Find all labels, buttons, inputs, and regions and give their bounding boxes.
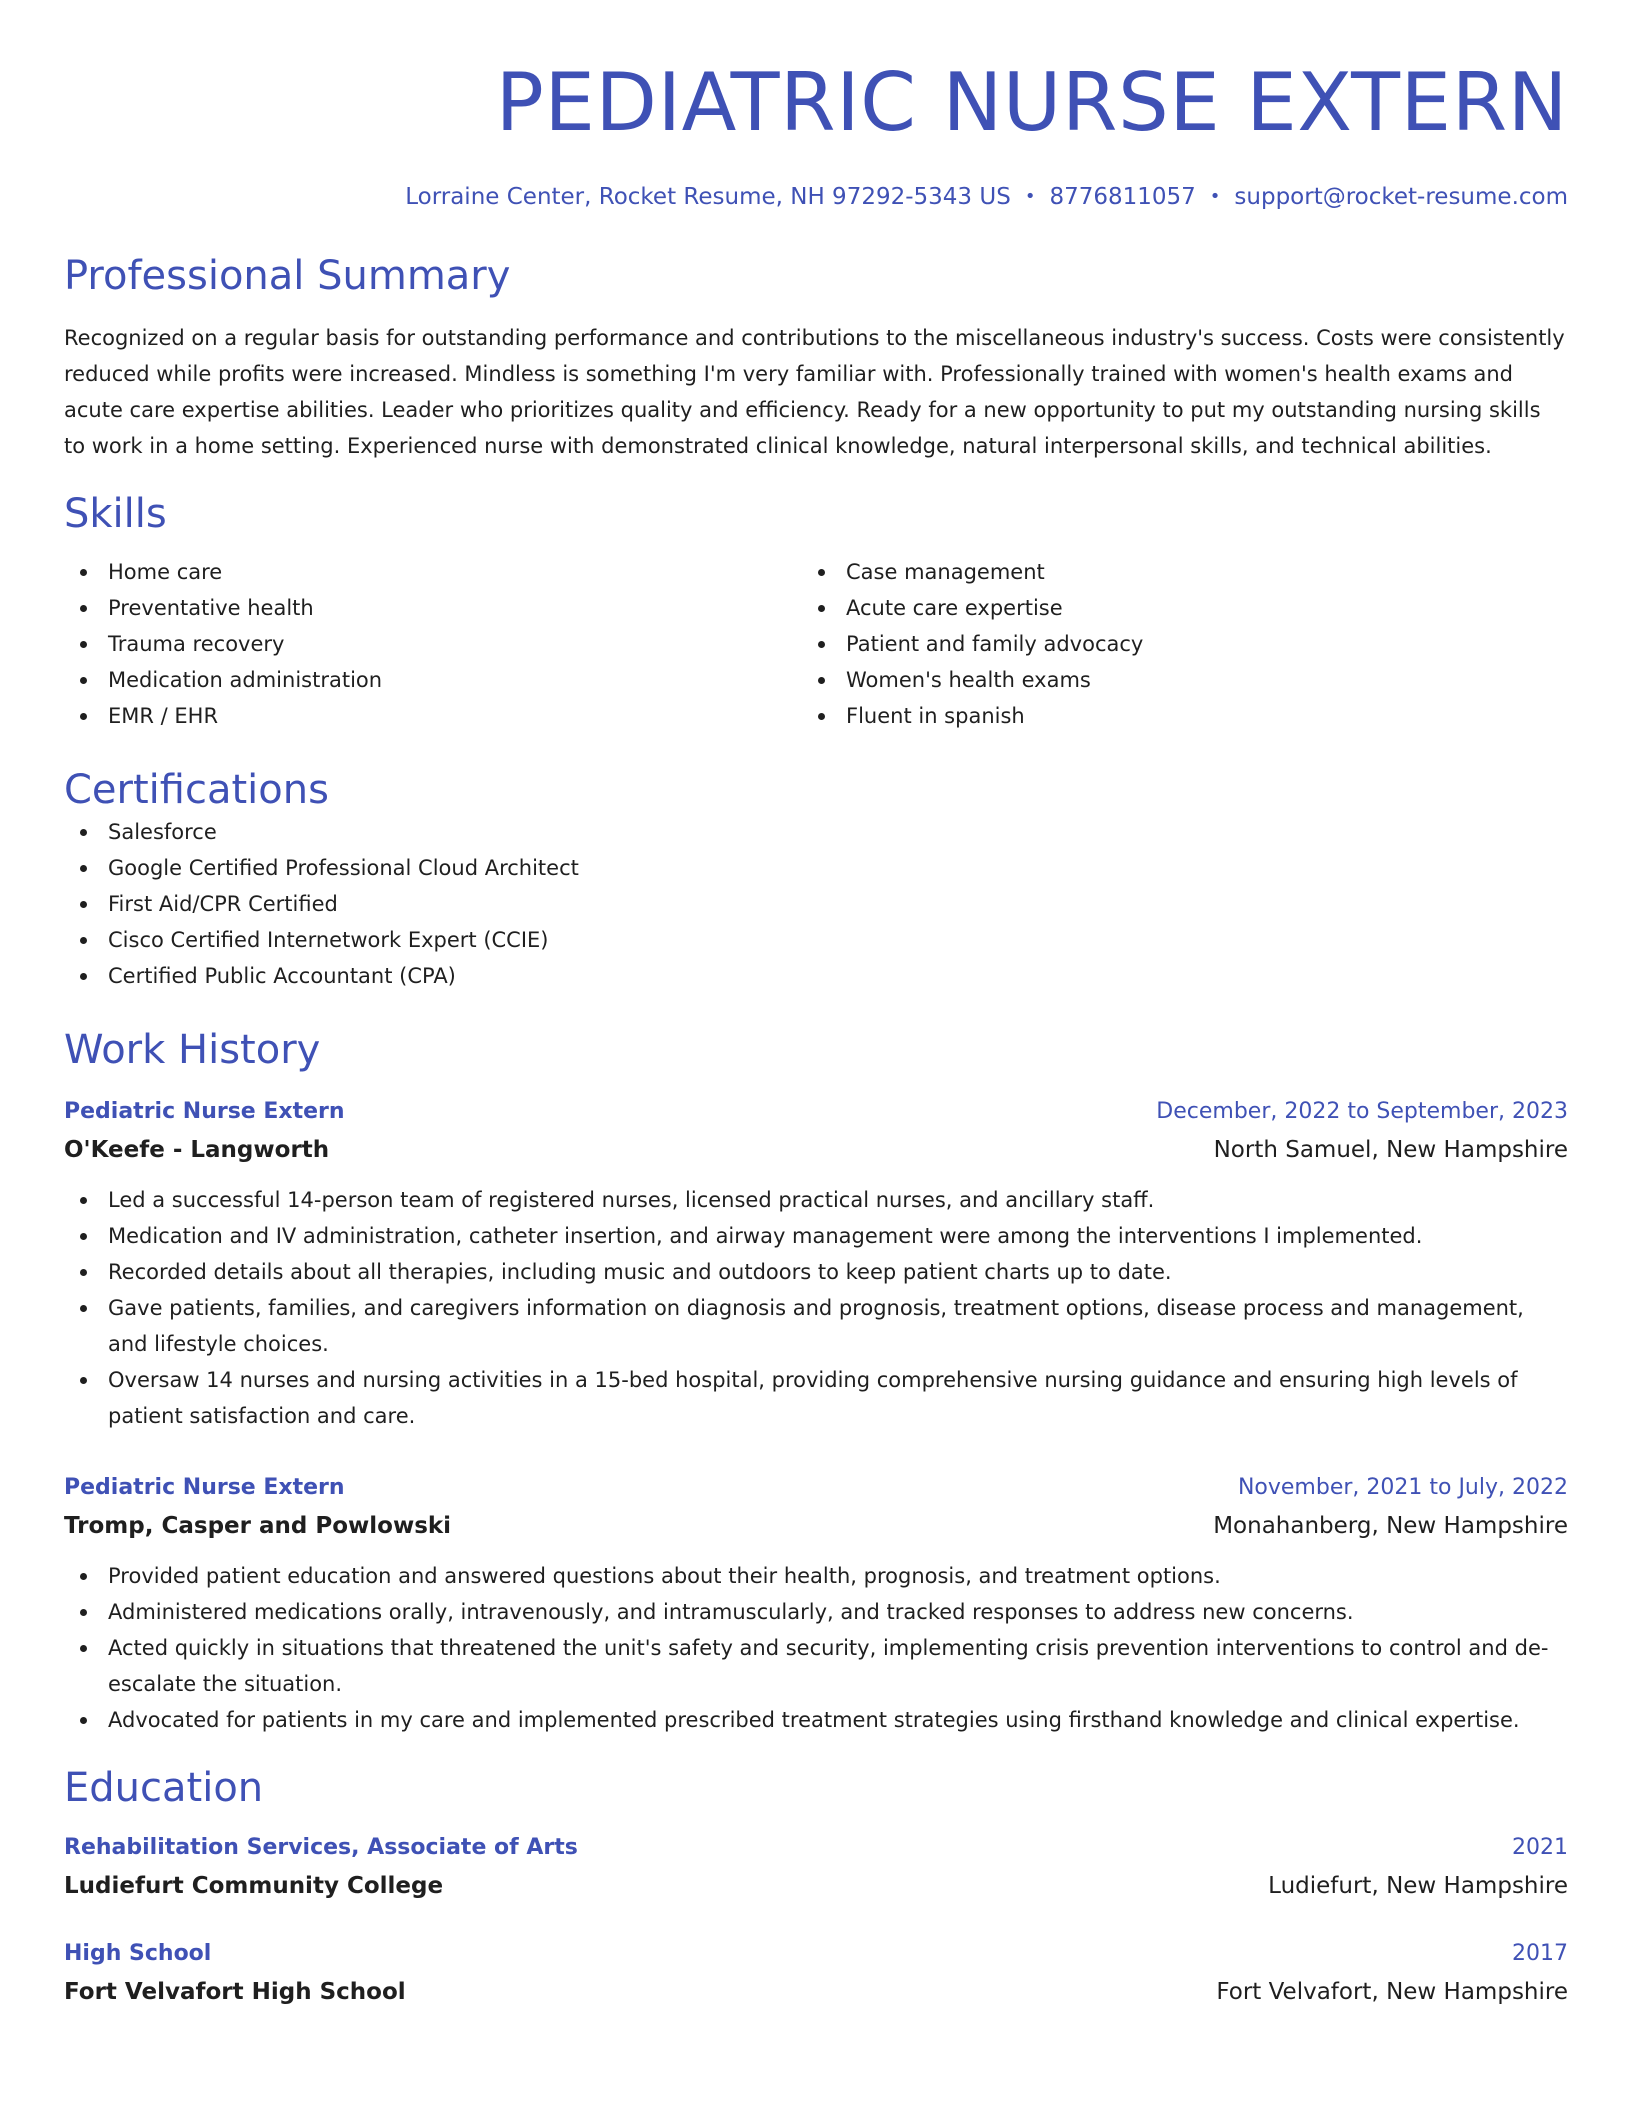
skills-list-left (64, 554, 802, 734)
work-history-heading: Work History (64, 1027, 321, 1073)
certification-item: Certified Public Accountant (CPA) (64, 958, 1568, 994)
skill-item: Case management (802, 554, 1540, 590)
job-title: Pediatric Nurse Extern (64, 1099, 345, 1124)
job-company-row (64, 1506, 1568, 1546)
skill-item: Acute care expertise (802, 590, 1540, 626)
school-name: Ludiefurt Community College (64, 1873, 444, 1899)
education-degree-row (64, 1830, 1568, 1866)
degree-title: High School (64, 1941, 212, 1966)
job-bullet: Medication and IV administration, catheter insertion, and airway management were among the interventions I implemented. (64, 1218, 1568, 1254)
skill-item: Medication administration (64, 662, 802, 698)
certification-item: First Aid/CPR Certified (64, 886, 1568, 922)
skill-item: Preventative health (64, 590, 802, 626)
company-name: Tromp, Casper and Powlowski (64, 1513, 452, 1539)
certifications-heading: Certifications (64, 767, 329, 813)
skill-item: Patient and family advocacy (802, 626, 1540, 662)
job-bullet: Oversaw 14 nurses and nursing activities in a 15-bed hospital, providing comprehensive nursing guidance and ensuring high levels of patient satisfaction and care. (64, 1362, 1568, 1434)
certification-item: Google Certified Professional Cloud Architect (64, 850, 1568, 886)
job-bullet: Advocated for patients in my care and implemented prescribed treatment strategies using firsthand knowledge and clinical expertise. (64, 1702, 1568, 1738)
skills-grid (64, 554, 1568, 734)
separator-dot: • (1209, 186, 1221, 207)
address-text: Lorraine Center, Rocket Resume, NH 97292-5343 US (405, 184, 1011, 210)
skill-item: Home care (64, 554, 802, 590)
skills-column-right (802, 554, 1540, 734)
education-entry (64, 1830, 1568, 1906)
school-location: Fort Velvafort, New Hampshire (1216, 1979, 1568, 2005)
job-location: North Samuel, New Hampshire (1213, 1137, 1568, 1163)
certifications-list (64, 814, 1568, 994)
job-bullet: Provided patient education and answered questions about their health, prognosis, and treatment options. (64, 1558, 1568, 1594)
job-bullets (64, 1182, 1568, 1434)
certification-item: Salesforce (64, 814, 1568, 850)
resume-header (64, 56, 1568, 212)
school-name: Fort Velvafort High School (64, 1979, 406, 2005)
education-degree-row (64, 1936, 1568, 1972)
education-school-row (64, 1866, 1568, 1906)
separator-dot: • (1024, 186, 1036, 207)
job-location: Monahanberg, New Hampshire (1213, 1513, 1568, 1539)
job-title: Pediatric Nurse Extern (64, 1475, 345, 1500)
job-bullet: Recorded details about all therapies, including music and outdoors to keep patient charts up to date. (64, 1254, 1568, 1290)
skills-column-left (64, 554, 802, 734)
job-dates: November, 2021 to July, 2022 (1237, 1475, 1568, 1500)
school-location: Ludiefurt, New Hampshire (1268, 1873, 1568, 1899)
skill-item: Fluent in spanish (802, 698, 1540, 734)
degree-title: Rehabilitation Services, Associate of Arts (64, 1835, 578, 1860)
education-school-row (64, 1972, 1568, 2012)
summary-text: Recognized on a regular basis for outstanding performance and contributions to the miscellaneous industry's success. Costs were consistently reduced while profits were increased. Mindless is something I'm very familiar with. Professionally trained with women's health exams and acute care expertise abilities. Leader who prioritizes quality and efficiency. Ready for a new opportunity to put my outstanding nursing skills to work in a home setting. Experienced nurse with demonstrated clinical knowledge, natural interpersonal skills, and technical abilities. (64, 326, 1565, 458)
skill-item: Women's health exams (802, 662, 1540, 698)
job-title-row (64, 1470, 1568, 1506)
job-bullets (64, 1558, 1568, 1738)
phone-text: 8776811057 (1049, 184, 1196, 210)
graduation-year: 2017 (1512, 1941, 1568, 1966)
candidate-name: PEDIATRIC NURSE EXTERN (495, 56, 1568, 149)
job-bullet: Gave patients, families, and caregivers information on diagnosis and prognosis, treatment options, disease process and management, and lifestyle choices. (64, 1290, 1568, 1362)
job-dates: December, 2022 to September, 2023 (1156, 1099, 1568, 1124)
email-link[interactable]: support@rocket-resume.com (1234, 184, 1568, 210)
contact-line (64, 182, 1568, 212)
summary-heading: Professional Summary (64, 253, 511, 299)
job-entry (64, 1094, 1568, 1434)
job-title-row (64, 1094, 1568, 1130)
job-entry (64, 1470, 1568, 1738)
skills-list-right (802, 554, 1540, 734)
job-company-row (64, 1130, 1568, 1170)
job-bullet: Acted quickly in situations that threatened the unit's safety and security, implementing crisis prevention interventions to control and de-escalate the situation. (64, 1630, 1568, 1702)
job-bullet: Led a successful 14-person team of registered nurses, licensed practical nurses, and ancillary staff. (64, 1182, 1568, 1218)
education-heading: Education (64, 1765, 264, 1811)
skill-item: EMR / EHR (64, 698, 802, 734)
job-bullet: Administered medications orally, intravenously, and intramuscularly, and tracked responses to address new concerns. (64, 1594, 1568, 1630)
company-name: O'Keefe - Langworth (64, 1137, 330, 1163)
graduation-year: 2021 (1512, 1835, 1568, 1860)
skills-heading: Skills (64, 491, 167, 537)
skill-item: Trauma recovery (64, 626, 802, 662)
education-entry (64, 1936, 1568, 2012)
certification-item: Cisco Certified Internetwork Expert (CCIE) (64, 922, 1568, 958)
